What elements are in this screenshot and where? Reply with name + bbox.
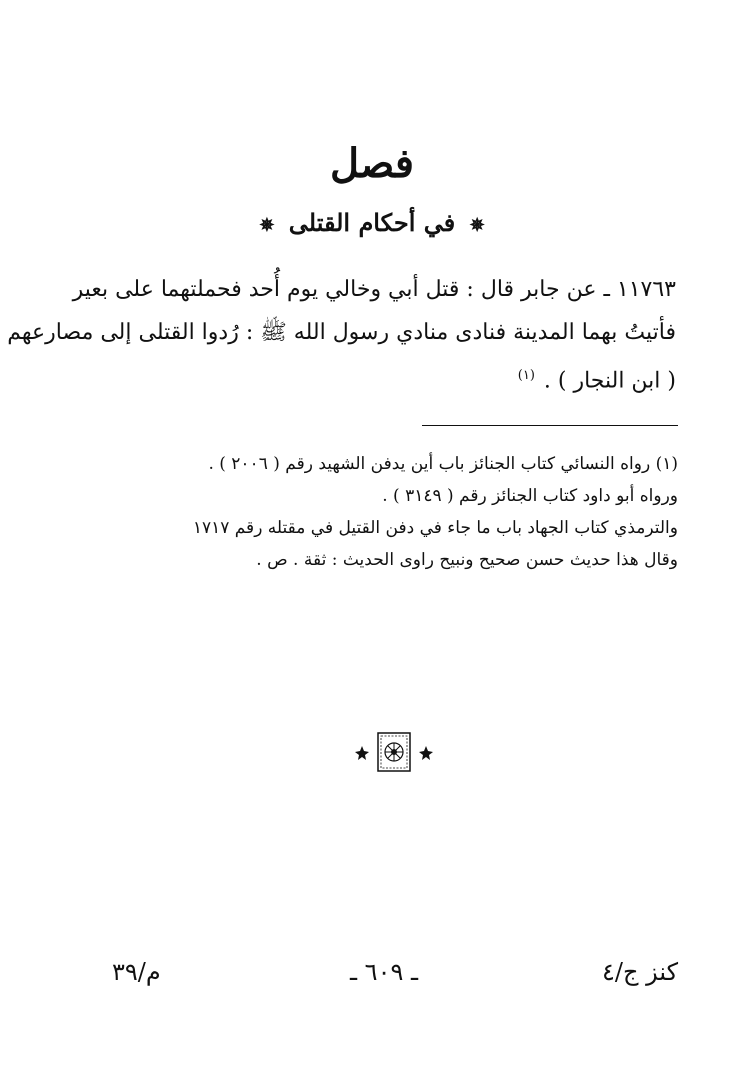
footnote-line: (١) رواه النسائي كتاب الجنائز باب أين يدفن الشهيد رقم ( ٢٠٠٦ ) . <box>208 454 678 474</box>
hadith-source: ( ابن النجار ) . <box>543 368 676 394</box>
page-number: ـ ٦٠٩ ـ <box>350 958 419 986</box>
flower-medallion-icon <box>378 733 410 771</box>
book-volume-label: كنز ج/٤ <box>601 958 678 986</box>
footnote-line: ورواه أبو داود كتاب الجنائز رقم ( ٣١٤٩ ) . <box>382 486 678 506</box>
section-title: فصل <box>329 140 415 187</box>
signature-mark: م/٣٩ <box>112 958 161 986</box>
footnote-line: والترمذي كتاب الجهاد باب ما جاء في دفن القتيل في مقتله رقم ١٧١٧ <box>192 518 678 538</box>
section-subtitle <box>0 208 744 237</box>
section-subtitle-text: في أحكام القتلى <box>288 208 456 237</box>
hadith-line-last <box>66 354 676 402</box>
hadith-text <box>7 268 676 402</box>
footnotes <box>118 448 678 576</box>
star-ornament-icon <box>355 746 369 760</box>
footnote-marker: (١) <box>517 368 535 383</box>
footnote-divider <box>422 425 678 426</box>
end-ornament <box>352 730 436 774</box>
hadith-line: ١١٧٦٣ ـ عن جابر قال : قتل أبي وخالي يوم أُحد فحملتهما على بعير <box>72 277 676 302</box>
star-ornament-icon <box>419 746 433 760</box>
hadith-line: فأتيتُ بهما المدينة فنادى منادي رسول الله ﷺ : رُدوا القتلى إلى مصارعهم <box>7 320 676 345</box>
star-ornament-icon: ✵ <box>259 215 275 236</box>
star-ornament-icon: ✵ <box>469 215 485 236</box>
footnote-line: وقال هذا حديث حسن صحيح ونبيح راوى الحديث : ثقة . ص . <box>256 550 678 570</box>
page-footer <box>0 958 744 1008</box>
